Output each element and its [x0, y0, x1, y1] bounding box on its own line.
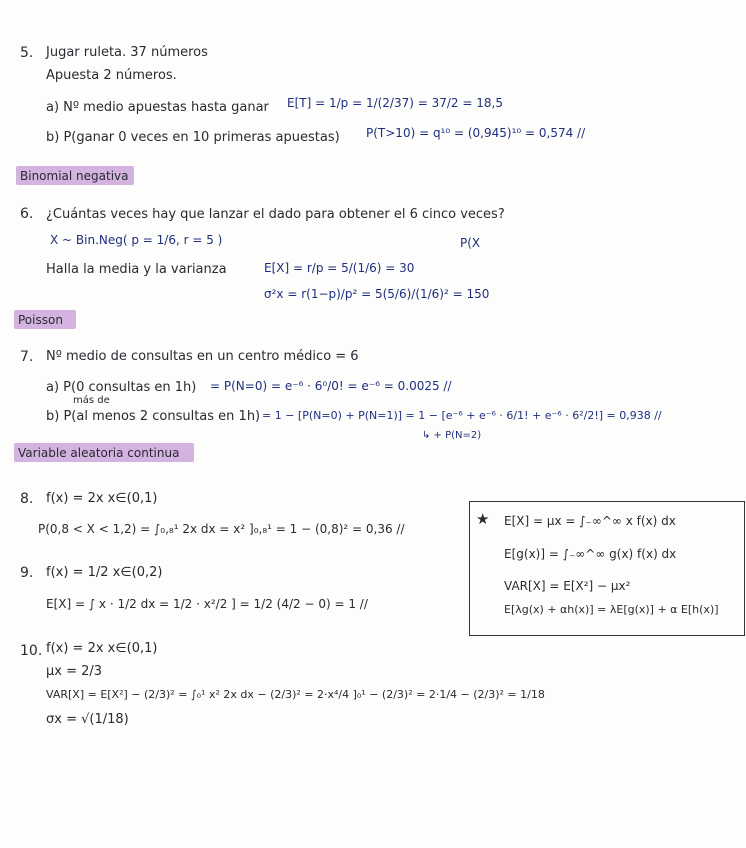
problem-7b-insert: más de [73, 395, 110, 406]
problem-5a-label: a) Nº medio apuestas hasta ganar [46, 100, 269, 115]
problem-9-f: f(x) = 1/2 x∈(0,2) [46, 565, 163, 580]
problem-10-variance: VAR[X] = E[X²] − (2/3)² = ∫₀¹ x² 2x dx − (2/3)² = 2·x⁴/4 ]₀¹ − (2/3)² = 2·1/4 − (2/3)² = 1/18 [46, 688, 545, 701]
problem-7-statement: Nº medio de consultas en un centro médico = 6 [46, 349, 359, 364]
problem-8-number: 8. [20, 491, 34, 507]
problem-7-number: 7. [20, 349, 34, 365]
problem-6-side-note: P(X [460, 236, 481, 250]
problem-9-number: 9. [20, 565, 34, 581]
problem-9-formula: E[X] = ∫ x · 1/2 dx = 1/2 · x²/2 ] = 1/2 (4/2 − 0) = 1 // [46, 597, 368, 611]
problem-6-ask: Halla la media y la varianza [46, 262, 227, 277]
problem-5b-label: b) P(ganar 0 veces en 10 primeras apuestas) [46, 130, 340, 145]
box-line-expectation-g: E[g(x)] = ∫₋∞^∞ g(x) f(x) dx [504, 547, 677, 561]
problem-7a-label: a) P(0 consultas en 1h) [46, 380, 197, 395]
problem-5-number: 5. [20, 45, 34, 61]
problem-7b-formula: = 1 − [P(N=0) + P(N=1)] = 1 − [e⁻⁶ + e⁻⁶ · 6/1! + e⁻⁶ · 6²/2!] = 0,938 // [262, 409, 662, 422]
problem-10-number: 10. [20, 643, 43, 659]
problem-5-statement-2: Apuesta 2 números. [46, 68, 177, 83]
section-title-binomial: Binomial negativa [20, 169, 129, 183]
problem-7b-label: b) P(al menos 2 consultas en 1h) [46, 409, 261, 424]
problem-8-f: f(x) = 2x x∈(0,1) [46, 491, 158, 506]
problem-6-number: 6. [20, 206, 34, 222]
box-line-expectation: E[X] = μx = ∫₋∞^∞ x f(x) dx [504, 514, 676, 528]
problem-5a-formula: E[T] = 1/p = 1/(2/37) = 37/2 = 18,5 [287, 96, 503, 110]
problem-10-mu: μx = 2/3 [46, 664, 103, 679]
problem-6-question: ¿Cuántas veces hay que lanzar el dado para obtener el 6 cinco veces? [46, 207, 505, 222]
problem-10-f: f(x) = 2x x∈(0,1) [46, 641, 158, 656]
problem-6-mean: E[X] = r/p = 5/(1/6) = 30 [264, 261, 415, 275]
problem-7a-formula: = P(N=0) = e⁻⁶ · 6⁰/0! = e⁻⁶ = 0.0025 // [210, 379, 452, 393]
star-icon: ★ [476, 510, 490, 528]
problem-10-sigma: σx = √(1/18) [46, 712, 129, 727]
section-title-poisson: Poisson [18, 313, 63, 327]
box-line-linearity: E[λg(x) + αh(x)] = λE[g(x)] + α E[h(x)] [504, 603, 719, 616]
problem-5-statement: Jugar ruleta. 37 números [46, 45, 208, 60]
problem-8-formula: P(0,8 < X < 1,2) = ∫₀,₈¹ 2x dx = x² ]₀,₈¹ = 1 − (0,8)² = 0,36 // [38, 522, 405, 536]
box-line-variance: VAR[X] = E[X²] − μx² [504, 579, 631, 593]
problem-6-variance: σ²x = r(1−p)/p² = 5(5/6)/(1/6)² = 150 [264, 287, 490, 301]
problem-7b-note: ↳ + P(N=2) [422, 430, 482, 441]
problem-5b-formula: P(T>10) = q¹⁰ = (0,945)¹⁰ = 0,574 // [366, 126, 586, 140]
section-title-continua: Variable aleatoria continua [18, 446, 180, 460]
problem-6-distribution: X ~ Bin.Neg( p = 1/6, r = 5 ) [50, 233, 223, 247]
